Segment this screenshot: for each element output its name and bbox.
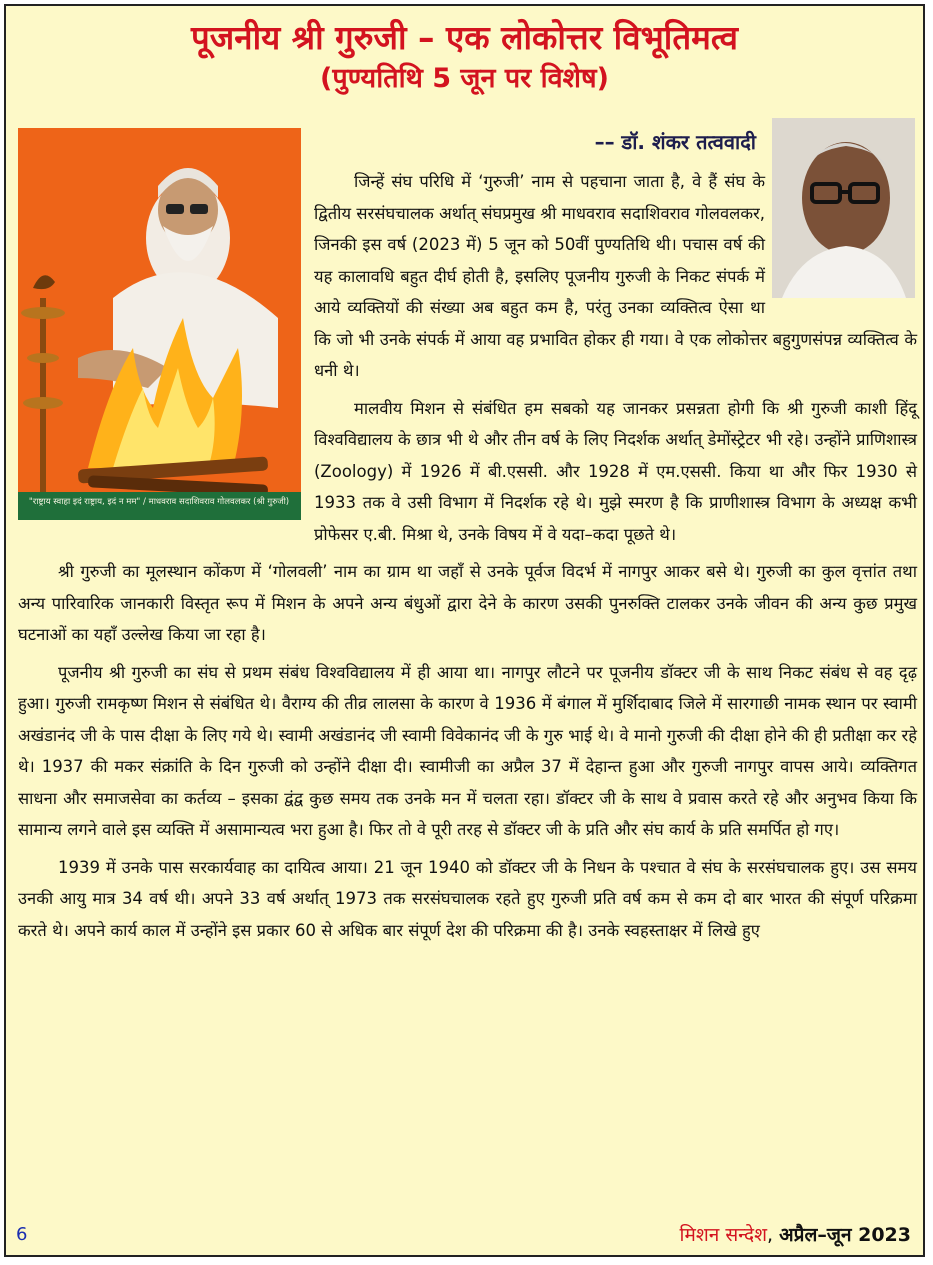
paragraph-4: पूजनीय श्री गुरुजी का संघ से प्रथम संबंध विश्वविद्यालय में ही आया था। नागपुर लौटने पर पूजनीय डॉक्टर जी के साथ निकट संबंध से वह दृढ़ हुआ। गुरुजी रामकृष्ण मिशन से संबंधित थे। वैराग्य की तीव्र लालसा के कारण वे 1936 में बंगाल में मुर्शिदाबाद जिले में सारगाछी नामक स्थान पर स्वामी अखंडानंद जी के पास दीक्षा के लिए गये थे। स्वामी अखंडानंद जी स्वामी विवेकानंद जी के गुरु भाई थे। वे मानो गुरुजी की दीक्षा होने की ही प्रतीक्षा कर रहे थे। 1937 की मकर संक्रांति के दिन गुरुजी को उन्होंने दीक्षा दी। स्वामीजी का अप्रैल 37 में देहान्त हुआ और गुरुजी नागपुर वापस आये। व्यक्तिगत साधना और समाजसेवा का कर्तव्य – इसका द्वंद्व कुछ समय तक उनके मन में चलता रहा। डॉक्टर जी के साथ वे प्रवास करते रहे और अनुभव किया कि सामान्य लगने वाले इस व्यक्ति में असामान्यत्व भरा हुआ है। फिर तो वे पूरी तरह से डॉक्टर जी के प्रति और संघ कार्य के प्रति समर्पित हो गए।	[18, 662, 917, 839]
footer-separator: ,	[767, 1224, 780, 1246]
paragraph-1: जिन्हें संघ परिधि में ‘गुरुजी’ नाम से पहचाना जाता है, वे हैं संघ के द्वितीय सरसंघचालक अर्थात् संघप्रमुख श्री माधवराव सदाशिवराव गोलवलकर, जिनकी इस वर्ष (2023 में) 5 जून को 50वीं पुण्यतिथि थी। पचास वर्ष की यह कालावधि बहुत दीर्घ होती है, इसलिए पूजनीय गुरुजी के निकट संपर्क में आये व्यक्तियों की संख्या अब बहुत कम है, परंतु उनका व्यक्तित्व ऐसा था कि जो भी उनके संपर्क में आया वह प्रभावित होकर ही गया। वे एक लोकोत्तर बहुगुणसंपन्न व्यक्तित्व के धनी थे।	[314, 172, 917, 380]
paragraph-5: 1939 में उनके पास सरकार्यवाह का दायित्व आया। 21 जून 1940 को डॉक्टर जी के निधन के पश्चात वे संघ के सरसंघचालक हुए। उस समय उनकी आयु मात्र 34 वर्ष थी। अपने 33 वर्ष अर्थात् 1973 तक सरसंघचालक रहते हुए गुरुजी प्रति वर्ष कम से कम दो बार भारत की संपूर्ण परिक्रमा करते थे। अपने कार्य काल में उन्होंने इस प्रकार 60 से अधिक बार संपूर्ण देश की परिक्रमा की है। उनके स्वहस्ताक्षर में लिखे हुए	[18, 857, 917, 940]
article-subtitle: (पुण्यतिथि 5 जून पर विशेष)	[320, 63, 609, 94]
author-byline: –– डॉ. शंकर तत्ववादी	[594, 130, 756, 154]
left-photo-spacer	[18, 166, 314, 524]
paragraph-2: मालवीय मिशन से संबंधित हम सबको यह जानकर प्रसन्नता होगी कि श्री गुरुजी काशी हिंदू विश्वविद्यालय के छात्र भी थे और तीन वर्ष के लिए निदर्शक अर्थात् डेमोंस्ट्रेटर भी रहे। उन्होंने प्राणिशास्त्र (Zoology) में 1926 में बी.एससी. और 1928 में एम.एससी. किया था और फिर 1930 से 1933 तक वे उसी विभाग में निदर्शक रहे थे। मुझे स्मरण है कि प्राणीशास्त्र विभाग के अध्यक्ष कभी प्रोफेसर ए.बी. मिश्रा थे, उनके विषय में वे यदा–कदा पूछते थे।	[314, 398, 917, 544]
magazine-footer	[680, 1221, 911, 1247]
page-number: 6	[16, 1224, 28, 1245]
magazine-name: मिशन सन्देश	[679, 1224, 768, 1246]
article-title: पूजनीय श्री गुरुजी – एक लोकोत्तर विभूतिमत्व	[191, 18, 738, 57]
issue-date: अप्रैल–जून 2023	[779, 1224, 911, 1246]
magazine-page	[4, 4, 925, 1257]
photo-caption-text: "राष्ट्राय स्वाहा इदं राष्ट्राय, इदं न मम" / माधवराव सदाशिवराव गोलवलकर (श्री गुरुजी)	[28, 497, 290, 507]
right-photo-spacer	[765, 166, 917, 306]
paragraph-3: श्री गुरुजी का मूलस्थान कोंकण में ‘गोलवली’ नाम का ग्राम था जहाँ से उनके पूर्वज विदर्भ में नागपुर आकर बसे थे। गुरुजी का कुल वृत्तांत तथा अन्य पारिवारिक जानकारी विस्तृत रूप में मिशन के अपने अन्य बंधुओं द्वारा देने के कारण उसकी पुनरुक्ति टालकर उनके जीवन की अन्य कुछ प्रमुख घटनाओं का यहाँ उल्लेख किया जा रहा है।	[18, 562, 917, 644]
article-body	[18, 166, 917, 952]
